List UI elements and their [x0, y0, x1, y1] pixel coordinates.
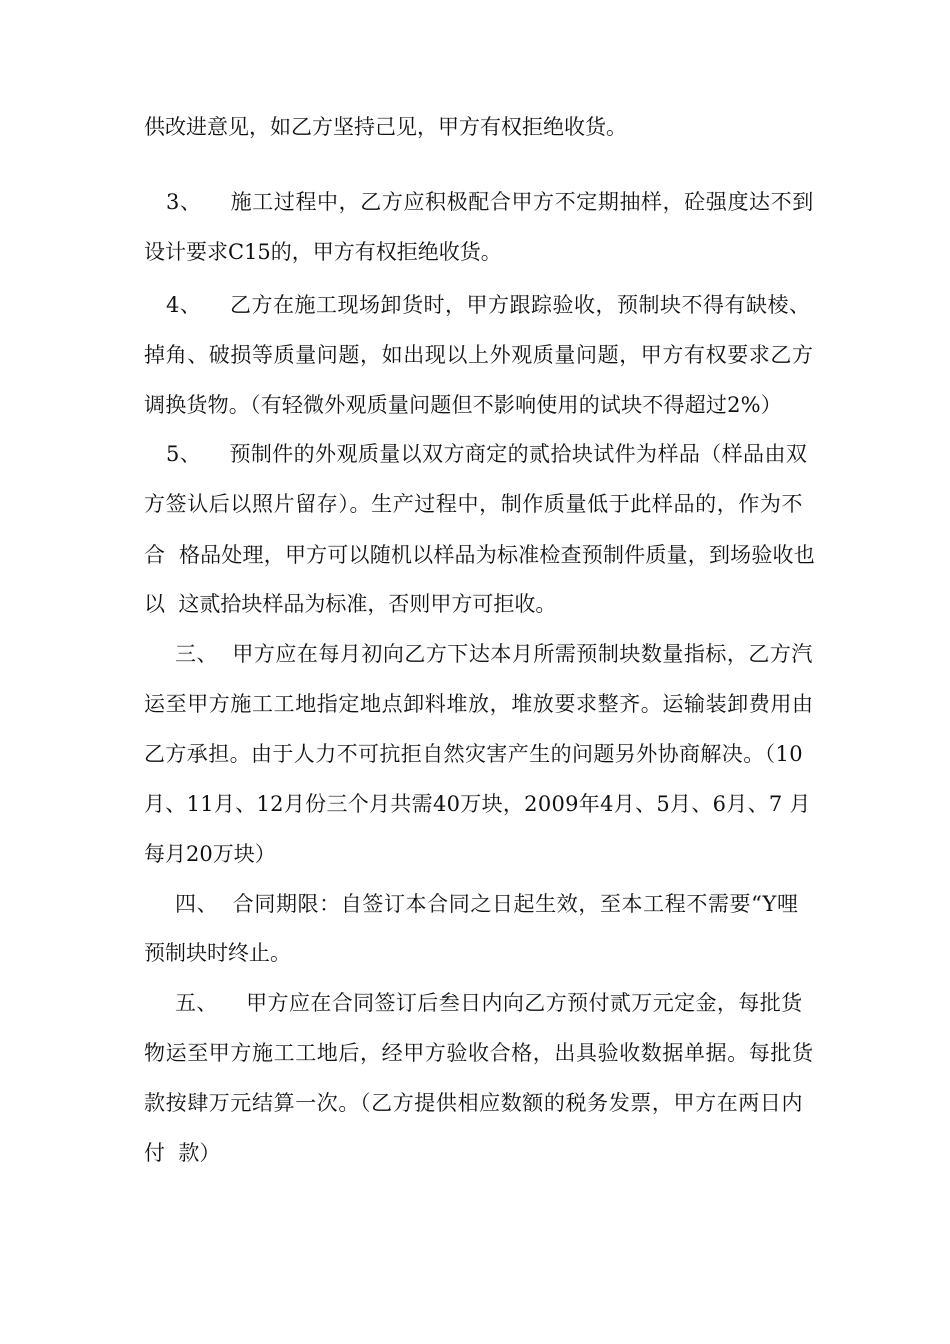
text-line: 运至甲方施工工地指定地点卸料堆放，堆放要求整齐。运输装卸费用由: [144, 692, 814, 716]
text-line: 掉角、破损等质量问题，如出现以上外观质量问题，甲方有权要求乙方: [144, 343, 814, 367]
clause-three-line: 三、 甲方应在每月初向乙方下达本月所需预制块数量指标，乙方汽: [175, 642, 813, 666]
text-line: 合 格品处理，甲方可以随机以样品为标准检查预制件质量，到场验收也: [144, 543, 815, 567]
text-line: 付 款）: [144, 1141, 221, 1165]
clause-3-line: 3、 施工过程中，乙方应积极配合甲方不定期抽样，砼强度达不到: [166, 190, 814, 214]
clause-5-line: 5、 预制件的外观质量以双方商定的贰拾块试件为样品（样品由双: [166, 442, 808, 466]
text-line: 款按肆万元结算一次。（乙方提供相应数额的税务发票，甲方在两日内: [144, 1091, 804, 1115]
text-line: 物运至甲方施工工地后，经甲方验收合格，出具验收数据单据。每批货: [144, 1041, 814, 1065]
text-line: 设计要求C15的，甲方有权拒绝收货。: [144, 240, 502, 264]
text-line: 乙方承担。由于人力不可抗拒自然灾害产生的问题另外协商解决。（10: [144, 742, 804, 766]
text-line: 预制块时终止。: [144, 941, 291, 965]
clause-4-line: 4、 乙方在施工现场卸货时，甲方跟踪验收，预制块不得有缺棱、: [166, 293, 811, 317]
text-line: 每月20万块）: [144, 842, 276, 866]
text-line: 以 这贰拾块样品为标准，否则甲方可拒收。: [144, 592, 557, 616]
clause-four-line: 四、 合同期限：自签订本合同之日起生效，至本工程不需要“Y哩: [175, 892, 799, 916]
text-line: 方签认后以照片留存）。生产过程中，制作质量低于此样品的，作为不: [144, 492, 804, 516]
text-line: 调换货物。（有轻微外观质量问题但不影响使用的试块不得超过2%）: [144, 393, 783, 417]
text-line: 供改进意见，如乙方坚持己见，甲方有权拒绝收货。: [144, 115, 627, 139]
text-line: 月、11月、12月份三个月共需40万块，2009年4月、5月、6月、7 月: [144, 792, 811, 816]
clause-five-line: 五、 甲方应在合同签订后叁日内向乙方预付贰万元定金，每批货: [175, 991, 803, 1015]
